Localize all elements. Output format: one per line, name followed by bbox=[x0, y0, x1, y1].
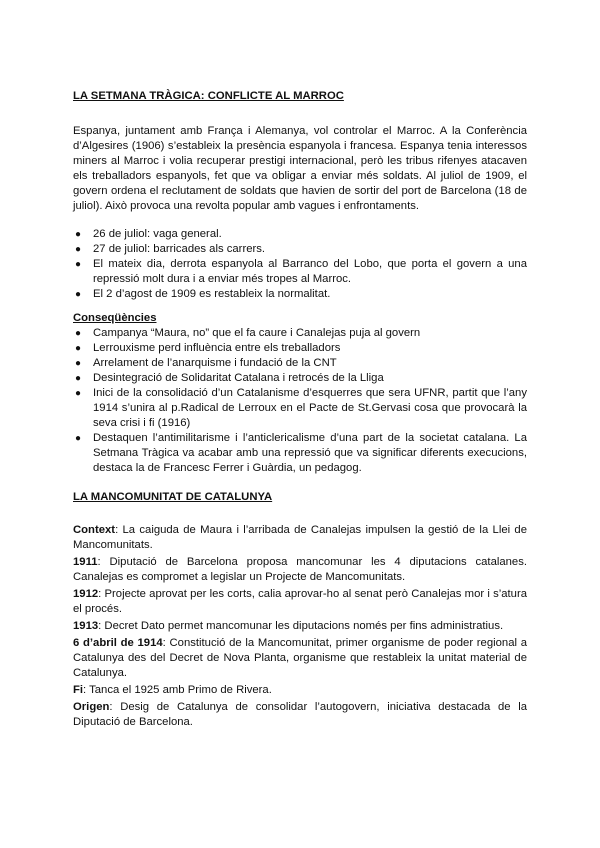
mancomunitat-entry bbox=[73, 555, 527, 585]
event-item-text: El 2 d’agost de 1909 es restableix la normalitat. bbox=[93, 288, 331, 300]
bullet-icon: ● bbox=[75, 229, 82, 240]
event-item bbox=[73, 257, 527, 287]
entry-label: 6 d’abril de 1914 bbox=[73, 637, 163, 649]
entry-label: 1913 bbox=[73, 620, 99, 632]
entry-text: Tanca el 1925 amb Primo de Rivera. bbox=[86, 684, 272, 696]
entry-separator: : bbox=[115, 524, 119, 536]
entry-separator: : bbox=[109, 701, 113, 713]
entry-label: Origen bbox=[73, 701, 110, 713]
section-title-mancomunitat: LA MANCOMUNITAT DE CATALUNYA bbox=[73, 491, 273, 503]
entry-label: 1912 bbox=[73, 588, 99, 600]
intro-paragraph: Espanya, juntament amb França i Alemanya, vol controlar el Marroc. A la Conferència d’Algesires (1906) s’estableix la presència espanyola i francesa. Espanya tenia interessos miners al Marroc i volia recuperar prestigi internacional, però les tribus rifenyes atacaven els treballadors espanyols, fet que va obligar a enviar més soldats. Al juliol de 1909, el govern ordena el reclutament de soldats que havien de sortir del port de Barcelona (18 de juliol). Això provoca una revolta popular amb vagues i enfrontaments. bbox=[73, 125, 527, 212]
mancomunitat-entry bbox=[73, 700, 527, 730]
entry-text: Projecte aprovat per les corts, calia aprovar-ho al senat però Canalejas mor i s’atura el procés. bbox=[73, 588, 527, 615]
entry-separator: : bbox=[97, 556, 101, 568]
mancomunitat-entries bbox=[73, 523, 527, 730]
consequence-item-text: Destaquen l’antimilitarisme i l’anticlericalisme d’una part de la societat catalana. La Setmana Tràgica va acabar amb una repressió que va significar diferents execucions, destaca la de Francesc Ferrer i Guàrdia, un pedagog. bbox=[93, 432, 527, 474]
consequence-item bbox=[73, 386, 527, 431]
bullet-icon: ● bbox=[75, 358, 82, 369]
mancomunitat-entry bbox=[73, 636, 527, 681]
bullet-icon: ● bbox=[75, 433, 82, 444]
entry-label: Context bbox=[73, 524, 116, 536]
entry-text: Diputació de Barcelona proposa mancomunar les 4 diputacions catalanes. Canalejas es compromet a legislar un Projecte de Mancomunitats. bbox=[73, 556, 527, 583]
consequence-item-text: Arrelament de l’anarquisme i fundació de la CNT bbox=[93, 357, 337, 369]
consequence-item-text: Campanya “Maura, no” que el fa caure i Canalejas puja al govern bbox=[93, 327, 421, 339]
entry-text: Decret Dato permet mancomunar les diputacions només per fins administratius. bbox=[101, 620, 504, 632]
entry-separator: : bbox=[162, 637, 166, 649]
entry-separator: : bbox=[98, 620, 102, 632]
consequences-title: Conseqüències bbox=[73, 312, 157, 324]
mancomunitat-entry bbox=[73, 587, 527, 617]
entry-label: 1911 bbox=[73, 556, 98, 568]
event-item bbox=[73, 227, 527, 242]
bullet-icon: ● bbox=[75, 259, 82, 270]
entry-separator: : bbox=[83, 684, 87, 696]
consequence-item-text: Lerrouxisme perd influència entre els treballadors bbox=[93, 342, 341, 354]
consequence-item bbox=[73, 431, 527, 476]
mancomunitat-entry bbox=[73, 619, 527, 634]
event-item bbox=[73, 242, 527, 257]
consequence-item bbox=[73, 371, 527, 386]
bullet-icon: ● bbox=[75, 343, 82, 354]
bullet-icon: ● bbox=[75, 244, 82, 255]
events-list bbox=[73, 227, 527, 302]
entry-label: Fi bbox=[73, 684, 84, 696]
consequence-item bbox=[73, 326, 527, 341]
section-title-setmana-tragica: LA SETMANA TRÀGICA: CONFLICTE AL MARROC bbox=[73, 90, 344, 102]
document-content bbox=[73, 89, 527, 732]
entry-text: La caiguda de Maura i l’arribada de Canalejas impulsen la gestió de la Llei de Mancomunitats. bbox=[73, 524, 527, 551]
event-item-text: 26 de juliol: vaga general. bbox=[93, 228, 222, 240]
consequence-item bbox=[73, 341, 527, 356]
event-item-text: 27 de juliol: barricades als carrers. bbox=[93, 243, 266, 255]
bullet-icon: ● bbox=[75, 373, 82, 384]
consequences-list bbox=[73, 326, 527, 476]
consequence-item-text: Desintegració de Solidaritat Catalana i retrocés de la Lliga bbox=[93, 372, 384, 384]
event-item-text: El mateix dia, derrota espanyola al Barranco del Lobo, que porta el govern a una repressió molt dura i a enviar més tropes al Marroc. bbox=[93, 258, 527, 285]
bullet-icon: ● bbox=[75, 289, 82, 300]
entry-separator: : bbox=[98, 588, 102, 600]
consequence-item bbox=[73, 356, 527, 371]
bullet-icon: ● bbox=[75, 328, 82, 339]
consequence-item-text: Inici de la consolidació d’un Catalanisme d’esquerres que sera UFNR, partit que l’any 1914 s’unira al p.Radical de Lerroux en el Pacte de St.Gervasi cosa que provocarà la seva crisi i fi (1916) bbox=[93, 387, 527, 429]
bullet-icon: ● bbox=[75, 388, 82, 399]
mancomunitat-entry bbox=[73, 523, 527, 553]
entry-text: Desig de Catalunya de consolidar l’autogovern, iniciativa destacada de la Diputació de Barcelona. bbox=[73, 701, 527, 728]
event-item bbox=[73, 287, 527, 302]
mancomunitat-entry bbox=[73, 683, 527, 698]
entry-text: Constitució de la Mancomunitat, primer organisme de poder regional a Catalunya des del Decret de Nova Planta, organisme que restableix la unitat material de Catalunya. bbox=[73, 637, 527, 679]
